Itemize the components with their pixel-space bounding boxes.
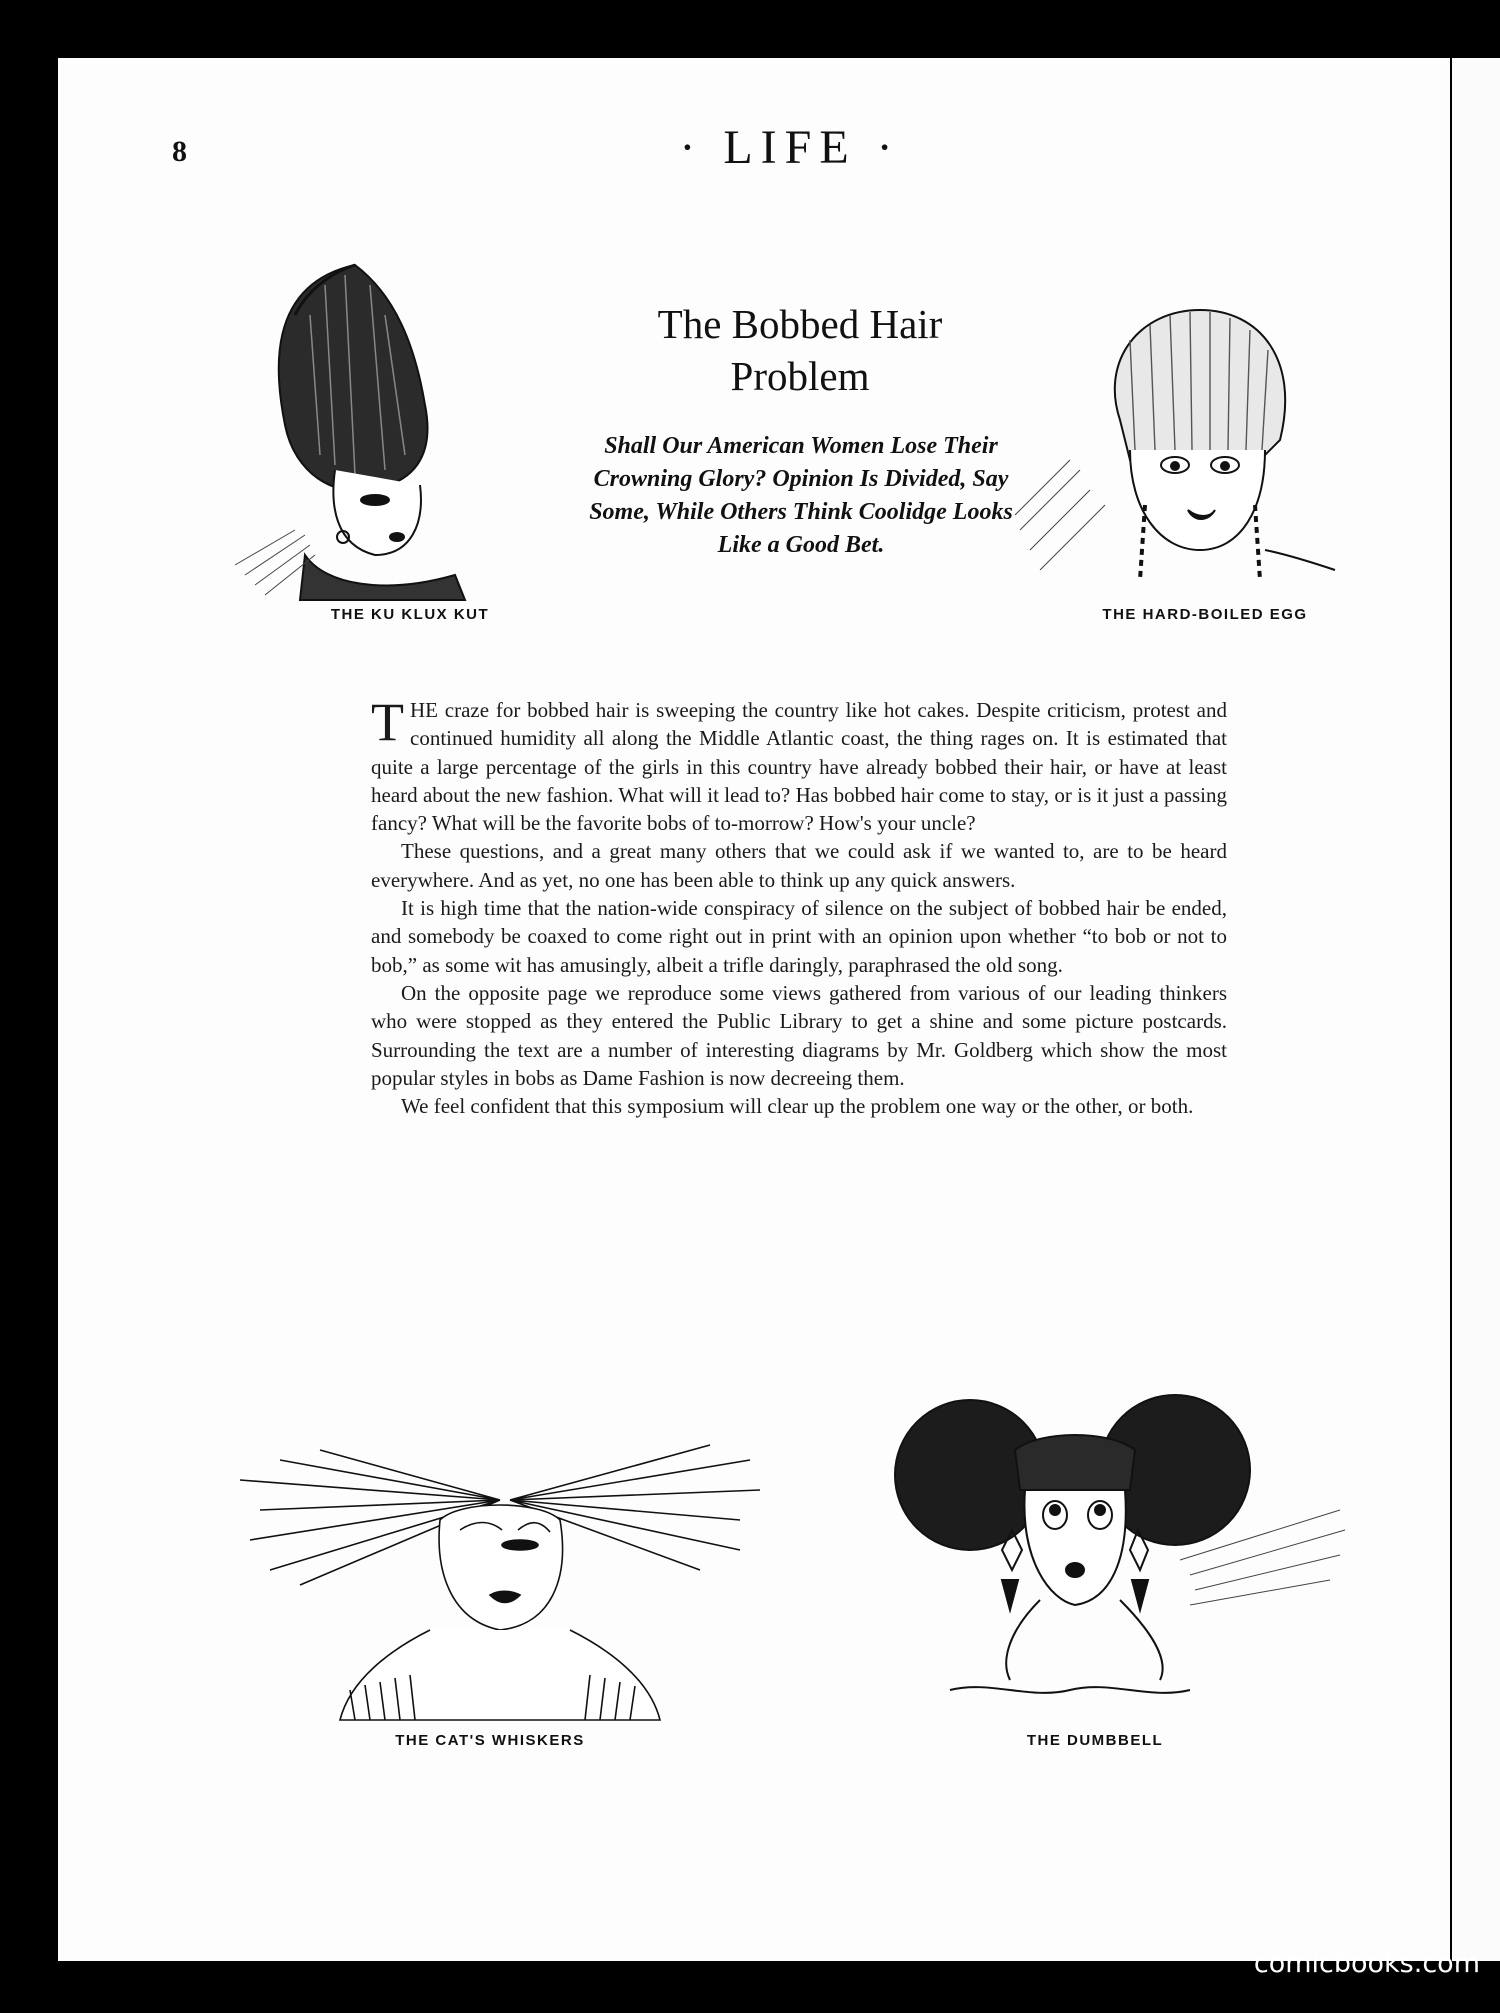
dumbbell-illustration (890, 1390, 1350, 1720)
cats-whiskers-illustration (240, 1420, 760, 1720)
paragraph: On the opposite page we reproduce some views gathered from various of our leading thinkers who were stopped as they entered the Public Library to get a shine and some picture postcards. Surrounding the text are a number of interesting diagrams by Mr. Goldberg which show the most popular styles in bobs as Dame Fashion is now decreeing them. (371, 980, 1227, 1090)
article-body (371, 692, 1227, 1120)
caption-dumbbell: THE DUMBBELL (1026, 1732, 1164, 1749)
caption-ku-klux-kut: THE KU KLUX KUT (330, 606, 490, 623)
caption-cats-whiskers: THE CAT'S WHISKERS (395, 1732, 585, 1749)
watermark: comicbooks.com (1253, 1948, 1480, 1979)
paragraph: THE craze for bobbed hair is sweeping the country like hot cakes. Despite criticism, protest and continued humidity all along the Middle Atlantic coast, the thing rages on. It is estimated that quite a large percentage of the girls in this country have already bobbed their hair, or have at least heard about the new fashion. What will it lead to? Has bobbed hair come to stay, or is it just a passing fancy? What will be the favorite bobs of to-morrow? How's your uncle? (371, 692, 1227, 836)
article-title: The Bobbed Hair Problem (657, 301, 943, 399)
magazine-title: · LIFE · (679, 121, 901, 174)
paragraph: These questions, and a great many others that we could ask if we wanted to, are to be heard everywhere. And as yet, no one has been able to think up any quick answers. (371, 839, 1227, 892)
caption-hard-boiled-egg: THE HARD-BOILED EGG (1102, 606, 1308, 623)
paragraph: It is high time that the nation-wide conspiracy of silence on the subject of bobbed hair be ended, and somebody be coaxed to come right out in print with an opinion upon whether “to bob or not to bob,” as some wit has amusingly, albeit a trifle daringly, paraphrased the old song. (371, 896, 1227, 977)
article-subtitle: Shall Our American Women Lose Their Crowning Glory? Opinion Is Divided, Say Some, While Others Think Coolidge Looks Like a Good Bet. (589, 433, 1013, 558)
paragraph: We feel confident that this symposium will clear up the problem one way or the other, or both. (401, 1094, 1194, 1119)
ku-klux-kut-illustration (225, 255, 525, 600)
hard-boiled-egg-illustration (1010, 300, 1340, 580)
page-number: 8 (172, 135, 187, 168)
adjacent-page-edge (1452, 58, 1500, 1961)
